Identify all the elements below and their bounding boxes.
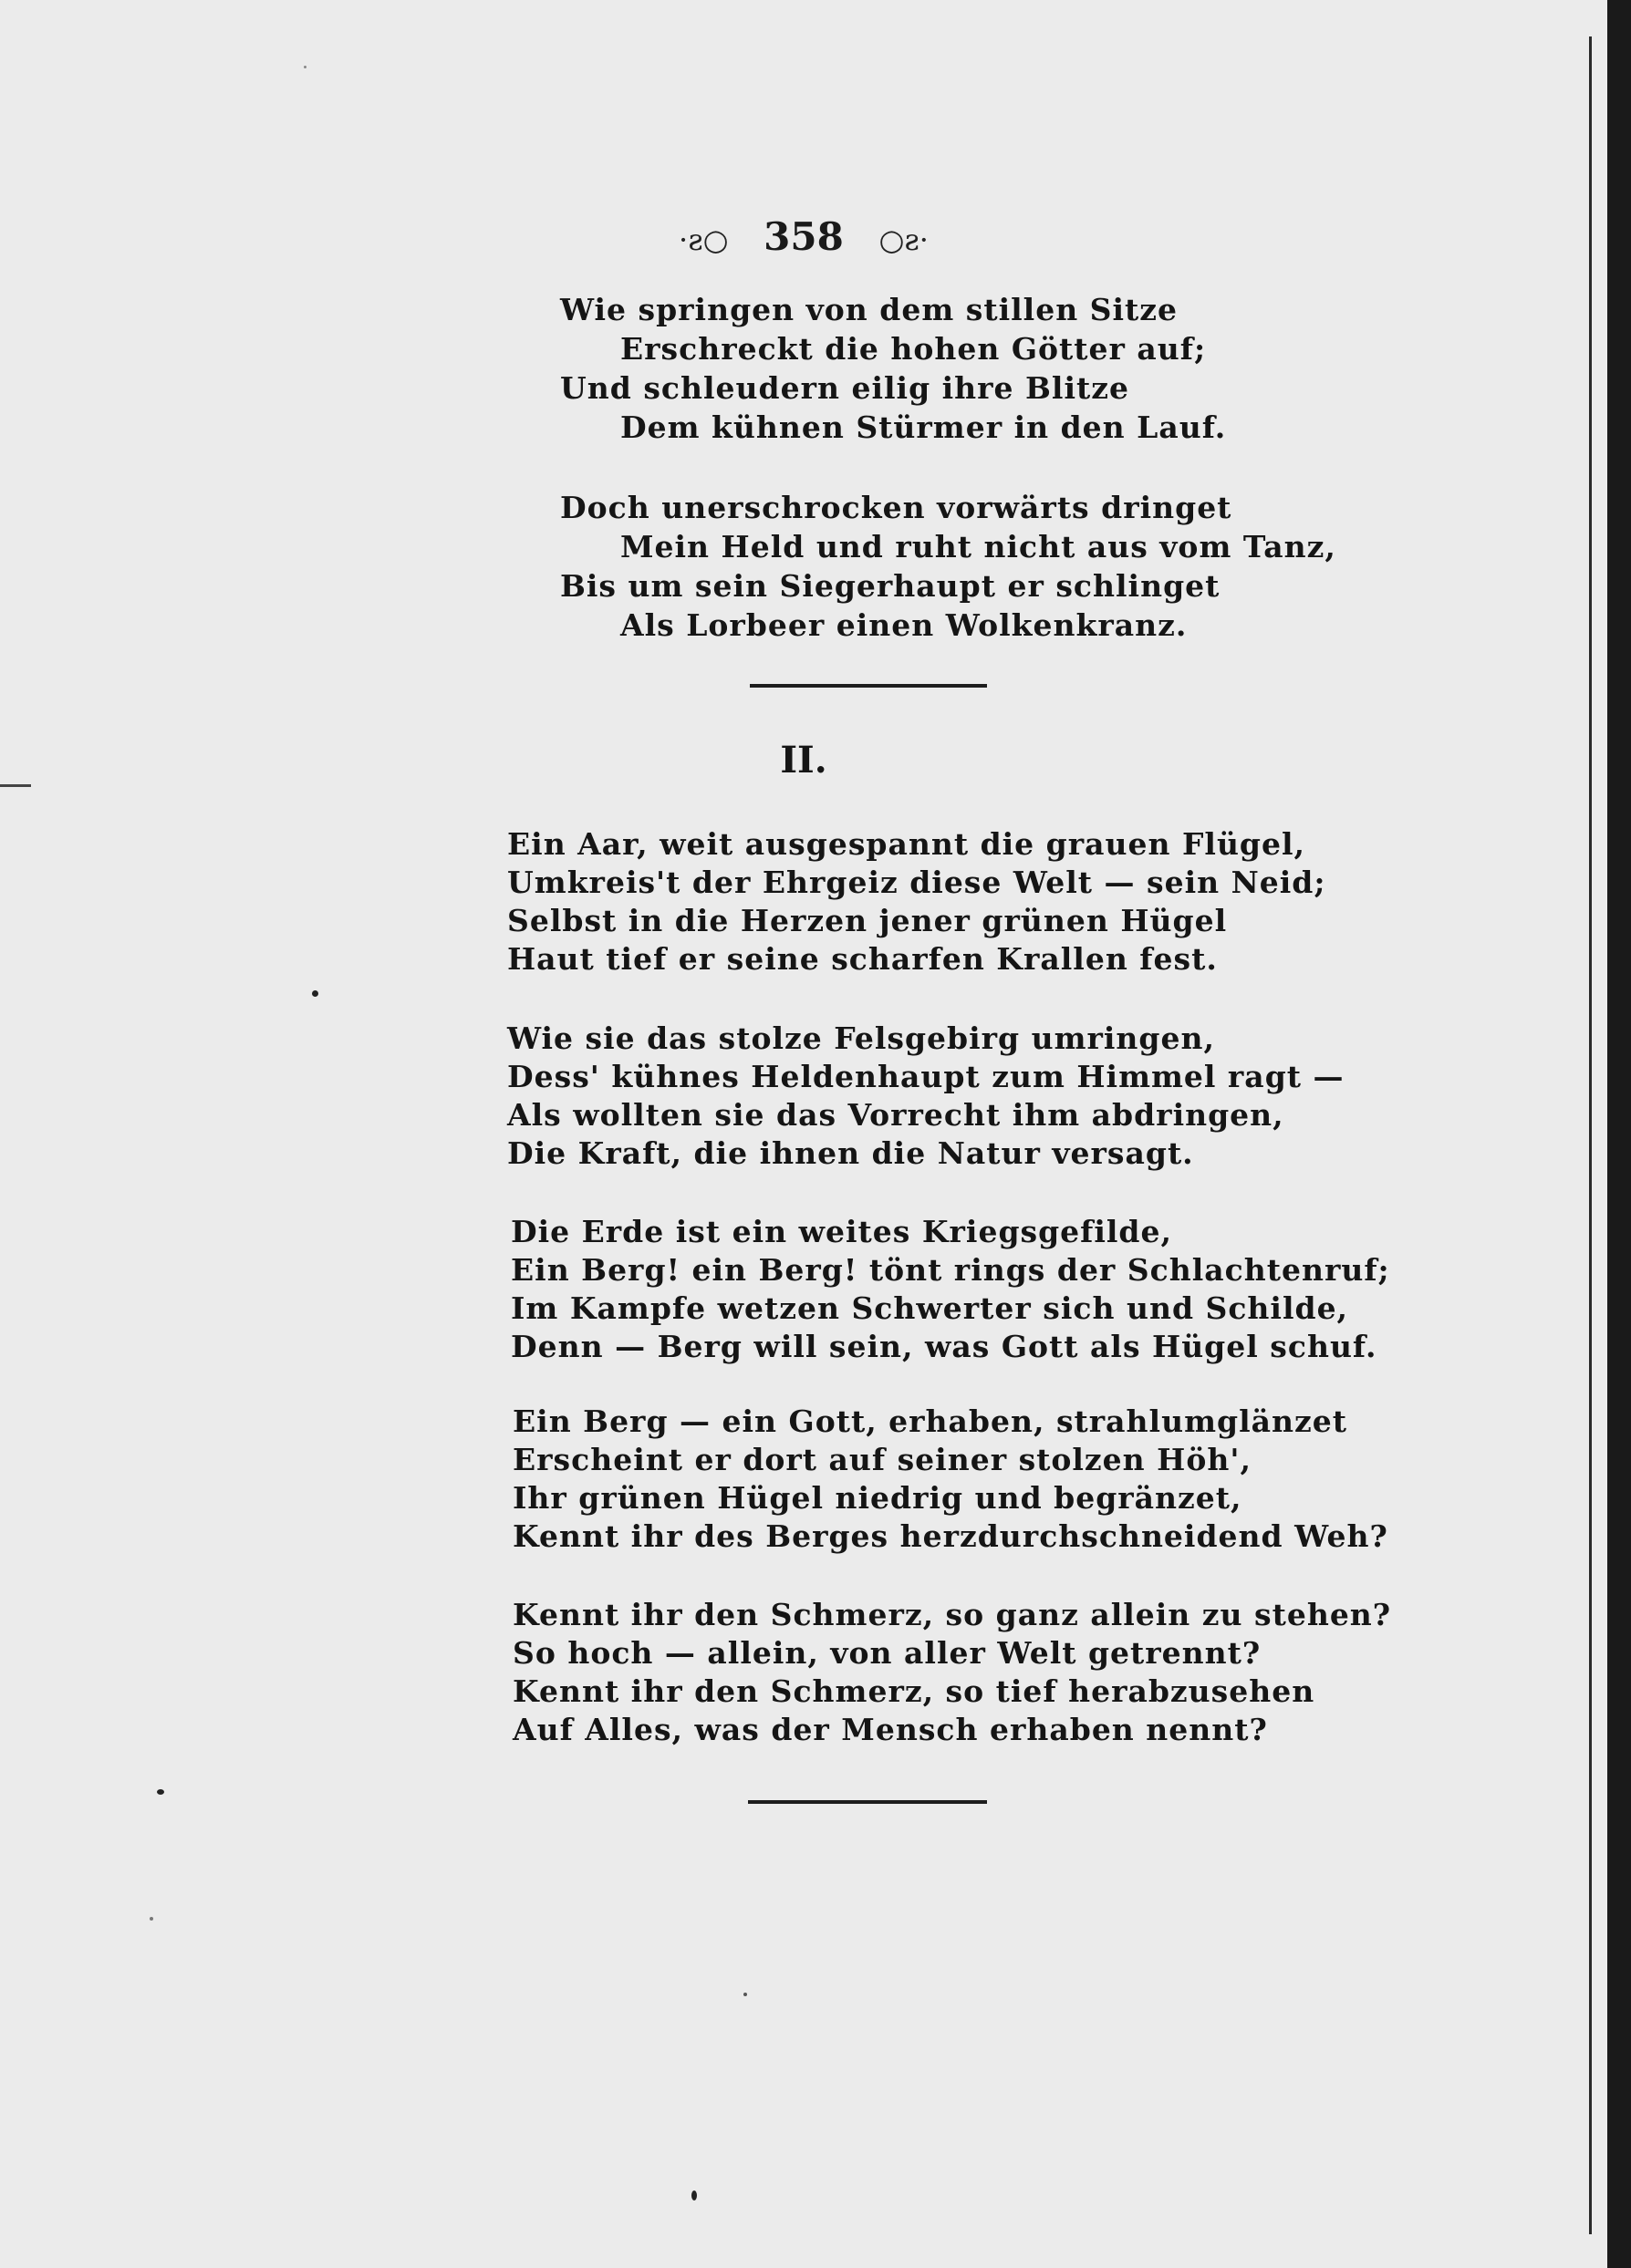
verse-line: Als Lorbeer einen Wolkenkranz. — [620, 607, 1188, 643]
margin-mark — [0, 784, 31, 787]
stanza-ii-1 — [507, 825, 1326, 979]
verse-line: Im Kampfe wetzen Schwerter sich und Schilde, — [511, 1290, 1349, 1326]
print-speck — [743, 1993, 747, 1996]
verse-line: Erschreckt die hohen Götter auf; — [620, 331, 1207, 367]
verse-line: Erscheint er dort auf seiner stolzen Höh', — [513, 1442, 1252, 1477]
verse-line: Dem kühnen Stürmer in den Lauf. — [620, 409, 1227, 445]
verse-line: Ihr grünen Hügel niedrig und begränzet, — [513, 1480, 1242, 1516]
stanza-ii-3 — [511, 1213, 1390, 1366]
verse-line: Ein Aar, weit ausgespannt die grauen Flügel, — [507, 826, 1306, 862]
verse-line: Umkreis't der Ehrgeiz diese Welt — sein Neid; — [507, 865, 1326, 900]
stanza-top-1 — [560, 290, 1226, 447]
verse-line: Als wollten sie das Vorrecht ihm abdringen, — [507, 1097, 1284, 1133]
stanza-ii-4 — [513, 1403, 1388, 1556]
verse-line: Wie sie das stolze Felsgebirg umringen, — [507, 1020, 1215, 1056]
verse-line: Kennt ihr des Berges herzdurchschneidend Weh? — [513, 1518, 1388, 1554]
stanza-top-2 — [560, 488, 1336, 645]
print-speck — [304, 66, 306, 68]
section-divider — [750, 684, 987, 688]
verse-line: Haut tief er seine scharfen Krallen fest. — [507, 941, 1218, 977]
stanza-ii-2 — [507, 1020, 1345, 1173]
print-speck — [691, 2190, 697, 2201]
verse-line: Wie springen von dem stillen Sitze — [560, 292, 1179, 327]
print-speck — [150, 1917, 153, 1921]
verse-line: Und schleudern eilig ihre Blitze — [560, 370, 1129, 406]
verse-line: Ein Berg! ein Berg! tönt rings der Schlachtenruf; — [511, 1252, 1390, 1288]
print-speck — [157, 1789, 164, 1795]
verse-line: So hoch — allein, von aller Welt getrennt? — [513, 1635, 1262, 1671]
page-number: 358 — [764, 214, 844, 259]
verse-line: Doch unerschrocken vorwärts dringet — [560, 490, 1232, 525]
verse-line: Ein Berg — ein Gott, erhaben, strahlumglänzet — [513, 1403, 1347, 1439]
page-header — [0, 214, 1607, 259]
verse-line: Bis um sein Siegerhaupt er schlinget — [560, 568, 1221, 604]
stanza-ii-5 — [513, 1596, 1391, 1749]
verse-line: Die Kraft, die ihnen die Natur versagt. — [507, 1135, 1194, 1171]
page-edge-shadow — [1607, 0, 1631, 2268]
verse-line: Dess' kühnes Heldenhaupt zum Himmel ragt — — [507, 1059, 1345, 1094]
verse-line: Selbst in die Herzen jener grünen Hügel — [507, 903, 1228, 938]
verse-line: Denn — Berg will sein, was Gott als Hügel schuf. — [511, 1329, 1377, 1364]
end-divider — [748, 1800, 987, 1804]
verse-line: Auf Alles, was der Mensch erhaben nennt? — [513, 1712, 1268, 1747]
ornament-right-icon: ○ƨ· — [878, 223, 929, 257]
verse-line: Mein Held und ruht nicht aus vom Tanz, — [620, 529, 1336, 564]
verse-line: Kennt ihr den Schmerz, so tief herabzusehen — [513, 1673, 1315, 1709]
verse-line: Kennt ihr den Schmerz, so ganz allein zu stehen? — [513, 1597, 1392, 1632]
section-title: II. — [780, 739, 827, 782]
ornament-left-icon: ·ƨ○ — [679, 223, 729, 257]
verse-line: Die Erde ist ein weites Kriegsgefilde, — [511, 1214, 1172, 1249]
page-edge-line — [1589, 36, 1592, 2234]
print-speck — [312, 990, 318, 997]
